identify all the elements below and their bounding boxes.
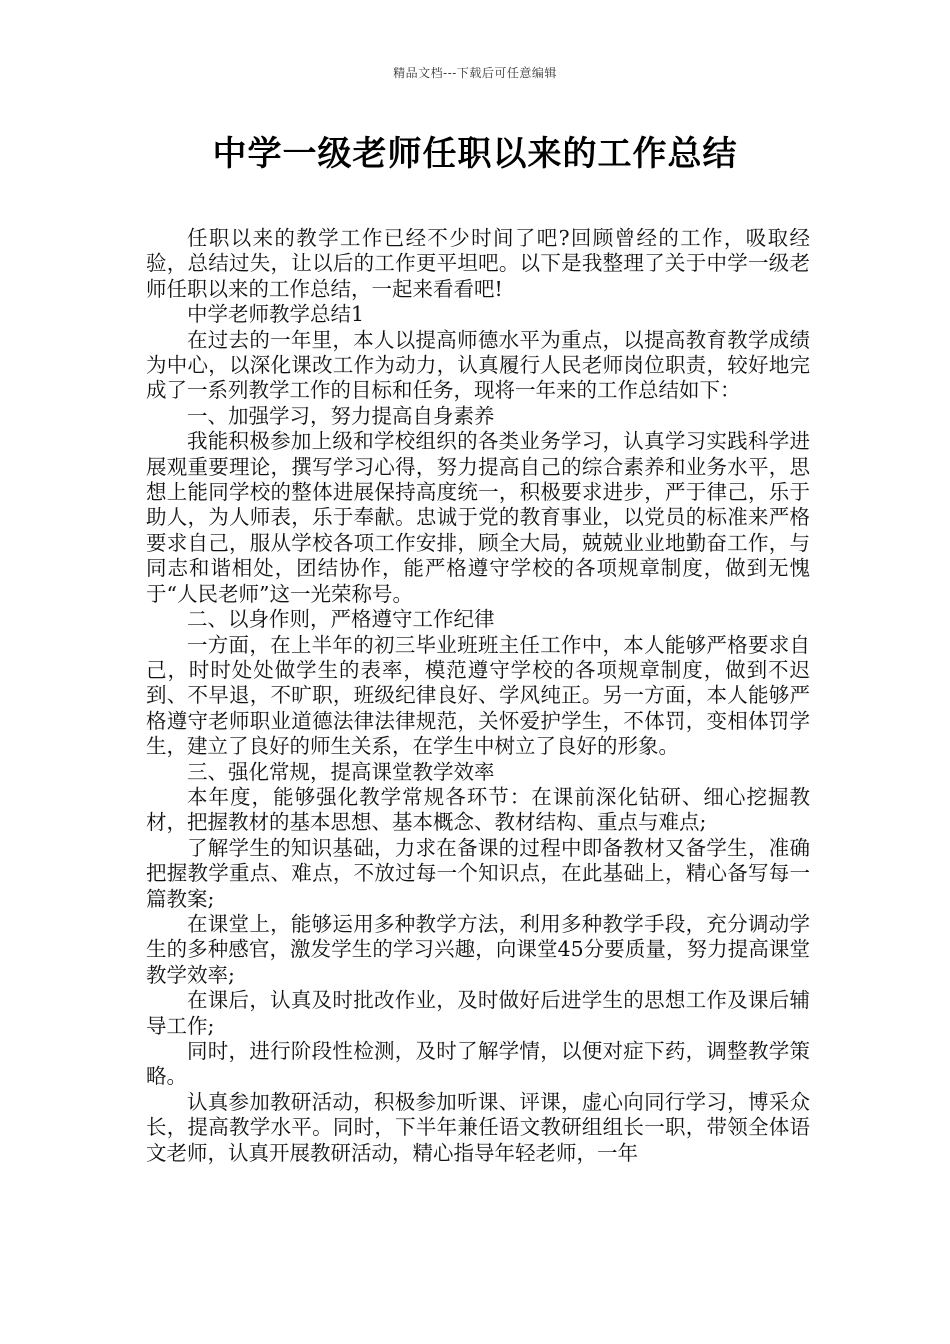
section-heading-discipline: 二、以身作则，严格遵守工作纪律	[187, 607, 495, 632]
section-heading-teaching: 三、强化常规，提高课堂教学效率	[187, 759, 495, 784]
paragraph-learning: 我能积极参加上级和学校组织的各类业务学习，认真学习实践科学进展观重要理论，撰写学习心得，努力提高自己的综合素养和业务水平，思想上能同学校的整体进展保持高度统一，积极要求进步，严于律己，乐于助人，为人师表，乐于奉献。忠诚于党的教育事业，以党员的标准来严格要求自己，服从学校各项工作安排，顾全大局，兢兢业业地勤奋工作，与同志和谐相处，团结协作，能严格遵守学校的各项规章制度，做到无愧于“人民老师”这一光荣称号。	[146, 429, 810, 606]
paragraph-teaching-testing: 同时，进行阶段性检测，及时了解学情，以便对症下药，调整教学策略。	[146, 1039, 810, 1089]
paragraph-teaching-prep: 本年度，能够强化教学常规各环节：在课前深化钻研、细心挖掘教材，把握教材的基本思想、基本概念、教材结构、重点与难点;	[146, 784, 810, 835]
paragraph-teaching-after-class: 在课后，认真及时批改作业，及时做好后进学生的思想工作及课后辅导工作;	[146, 988, 810, 1038]
section-heading-learning: 一、加强学习，努力提高自身素养	[187, 403, 495, 428]
document-body	[146, 226, 810, 1166]
paragraph-discipline: 一方面，在上半年的初三毕业班班主任工作中，本人能够严格要求自己，时时处处做学生的表率，模范遵守学校的各项规章制度，做到不迟到、不早退，不旷职，班级纪律良好、学风纯正。另一方面，本人能够严格遵守老师职业道德法律法律规范，关怀爱护学生，不体罚，变相体罚学生，建立了良好的师生关系，在学生中树立了良好的形象。	[146, 632, 810, 759]
paragraph-research: 认真参加教研活动，积极参加听课、评课，虚心向同行学习，博采众长，提高教学水平。同时，下半年兼任语文教研组组长一职，带领全体语文老师，认真开展教研活动，精心指导年轻老师，一年	[146, 1089, 810, 1165]
paragraph-teaching-classroom: 在课堂上，能够运用多种教学方法，利用多种教学手段，充分调动学生的多种感官，激发学生的学习兴趣，向课堂45分要质量，努力提高课堂教学效率;	[146, 911, 810, 987]
paragraph-intro: 任职以来的教学工作已经不少时间了吧?回顾曾经的工作，吸取经验，总结过失，让以后的工作更平坦吧。以下是我整理了关于中学一级老师任职以来的工作总结，一起来看看吧!	[146, 226, 810, 301]
paragraph-overview: 在过去的一年里，本人以提高师德水平为重点，以提高教育教学成绩为中心，以深化课改工作为动力，认真履行人民老师岗位职责，较好地完成了一系列教学工作的目标和任务，现将一年来的工作总结如下：	[146, 327, 810, 403]
paragraph-teaching-students: 了解学生的知识基础，力求在备课的过程中即备教材又备学生，准确把握教学重点、难点，不放过每一个知识点，在此基础上，精心备写每一篇教案;	[146, 835, 810, 911]
section-heading-summary-1: 中学老师教学总结1	[187, 302, 365, 327]
header-note: 精品文档---下载后可任意编辑	[393, 66, 557, 80]
document-title: 中学一级老师任职以来的工作总结	[212, 134, 738, 174]
